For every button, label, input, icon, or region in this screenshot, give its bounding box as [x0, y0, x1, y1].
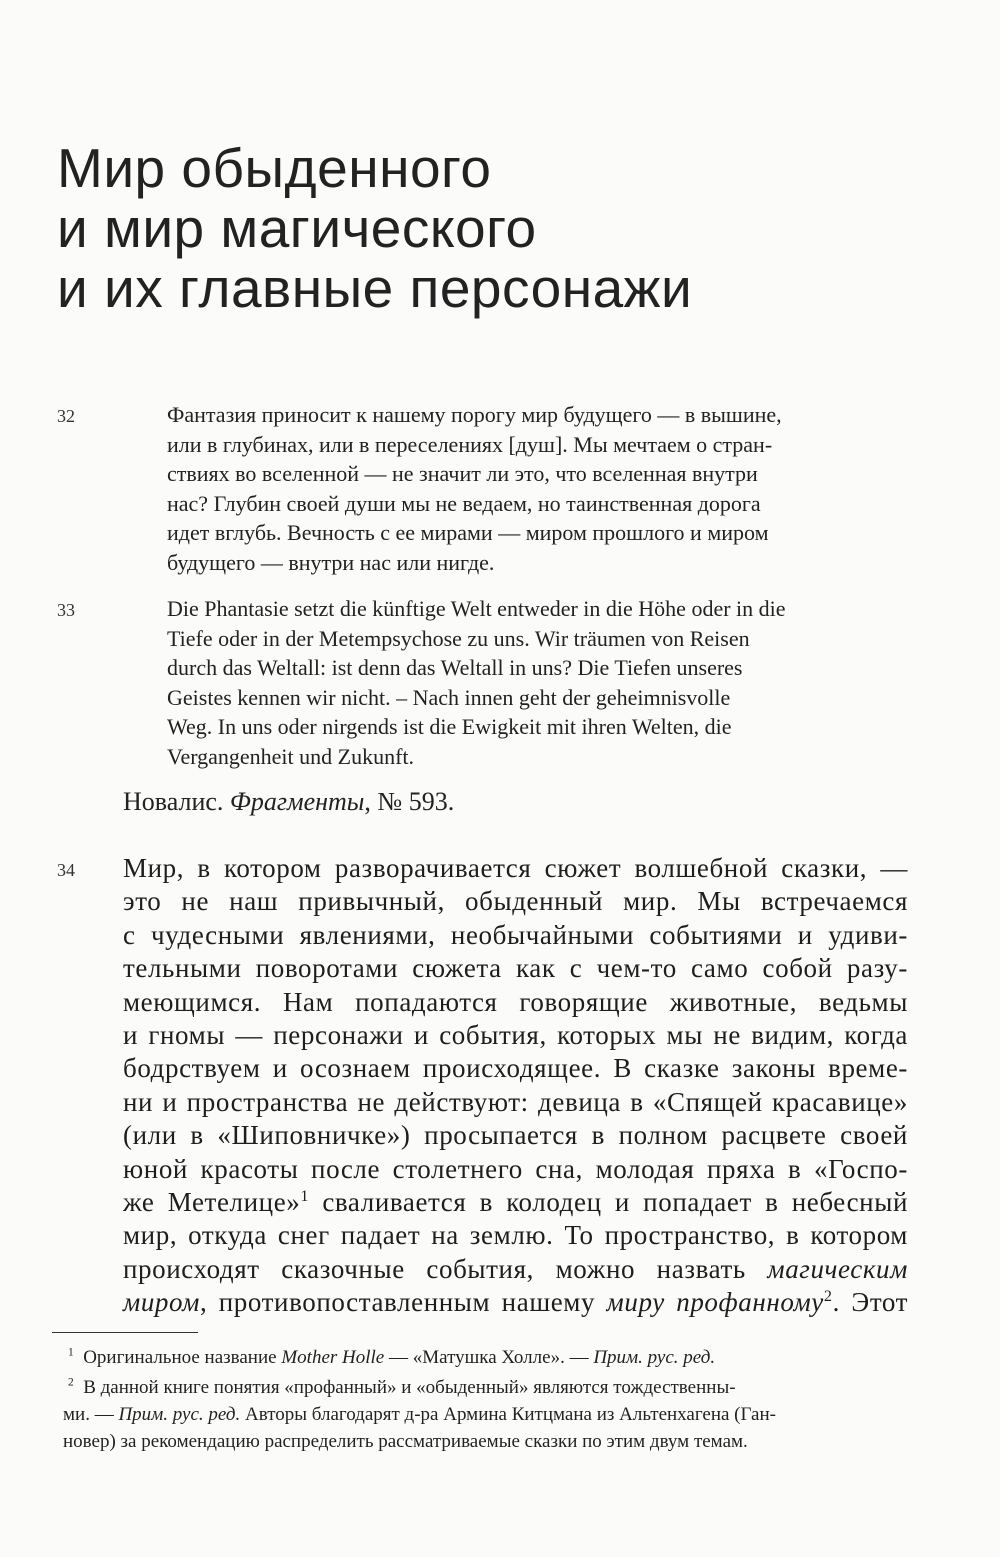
text-line: Vergangenheit und Zukunft.	[167, 743, 415, 769]
text-line	[68, 1344, 914, 1371]
text-line	[123, 1253, 908, 1286]
emphasis: миром	[123, 1287, 200, 1318]
footnote-1	[68, 1344, 914, 1371]
text-line: (или в «Шиповничке») просыпается в полном расцвете своей	[123, 1120, 908, 1151]
source-author: Новалис.	[123, 787, 224, 816]
text-fragment: же Метелице»	[123, 1187, 301, 1218]
quote-german	[167, 594, 867, 771]
emphasis: Прим. рус. ред.	[593, 1347, 716, 1368]
emphasis: миру профанному	[606, 1287, 824, 1318]
paragraph-number: 33	[57, 600, 75, 620]
quote-russian	[167, 400, 867, 577]
text-fragment: сваливается в колодец и попадает в небесный	[309, 1187, 908, 1218]
text-line: ствиях во вселенной — не значит ли это, что вселенная внутри	[167, 461, 758, 486]
title-line: Мир обыденного	[57, 137, 492, 199]
text-line: и гномы — персонажи и события, которых мы не видим, когда	[123, 1020, 908, 1051]
text-fragment: происходят сказочные события, можно назвать	[123, 1253, 768, 1284]
text-fragment: , противопоставленным нашему	[199, 1287, 607, 1318]
text-line	[63, 1401, 914, 1428]
text-fragment: — «Матушка Холле». —	[384, 1347, 594, 1368]
title-line: и мир магического	[57, 197, 537, 259]
text-fragment: ми. —	[63, 1404, 119, 1425]
emphasis: Mother Holle	[281, 1347, 385, 1368]
footnote-ref: 1	[300, 1187, 310, 1206]
text-line	[123, 1186, 908, 1219]
footnote-2	[63, 1374, 914, 1455]
text-fragment: Оригинальное название	[83, 1347, 282, 1368]
text-line: мир, откуда снег падает на землю. То пространство, в котором	[123, 1220, 908, 1251]
chapter-title	[57, 138, 692, 318]
text-line: новер) за рекомендацию распределить рассматриваемые сказки по этим двум темам.	[63, 1431, 748, 1452]
footnote-mark: 2	[68, 1376, 74, 1389]
paragraph-number: 34	[57, 860, 75, 880]
footnote-divider	[52, 1332, 198, 1333]
text-line: бодрствуем и осознаем происходящее. В сказке законы време-	[123, 1053, 908, 1084]
quote-source	[123, 787, 454, 817]
title-line: и их главные персонажи	[57, 257, 693, 319]
text-line: Weg. In uns oder nirgends ist die Ewigkeit mit ihren Welten, die	[167, 714, 732, 739]
footnote-ref: 2	[823, 1287, 833, 1306]
text-line	[68, 1374, 914, 1401]
text-line: или в глубинах, или в переселениях [душ]. Мы мечтаем о стран-	[167, 431, 773, 457]
text-line: юной красоты после столетнего сна, молодая пряха в «Госпо-	[123, 1153, 908, 1184]
text-line: меющимся. Нам попадаются говорящие животные, ведьмы	[123, 986, 908, 1017]
emphasis: магическим	[767, 1253, 908, 1284]
source-work: Фрагменты	[229, 787, 365, 816]
text-fragment: В данной книге понятия «профанный» и «обыденный» являются тождественны-	[83, 1377, 736, 1398]
text-line: идет вглубь. Вечность с ее мирами — миром прошлого и миром	[167, 520, 769, 545]
text-line: Tiefe oder in der Metempsychose zu uns. Wir träumen von Reisen	[167, 625, 750, 651]
text-line: Фантазия приносит к нашему порогу мир будущего — в вышине,	[167, 402, 782, 427]
body-paragraph	[123, 852, 908, 1320]
text-line: это не наш привычный, обыденный мир. Мы встречаемся	[123, 886, 908, 917]
text-line: Мир, в котором разворачивается сюжет волшебной сказки, —	[123, 853, 908, 883]
text-line: будущего — внутри нас или нигде.	[167, 549, 495, 575]
text-fragment: . Этот	[832, 1287, 909, 1318]
text-line: Geistes kennen wir nicht. – Nach innen geht der geheimnisvolle	[167, 684, 731, 710]
text-line	[123, 1286, 908, 1319]
text-line: нас? Глубин своей души мы не ведаем, но таинственная дорога	[167, 490, 761, 516]
text-line: с чудесными явлениями, необычайными событиями и удиви-	[123, 919, 908, 950]
paragraph-number: 32	[57, 406, 75, 426]
text-fragment: Авторы благодарят д-ра Армина Китцмана из Альтенхагена (Ган-	[240, 1404, 776, 1425]
emphasis: Прим. рус. ред.	[118, 1404, 241, 1425]
text-line: Die Phantasie setzt die künftige Welt entweder in die Höhe oder in die	[167, 596, 786, 621]
text-line: durch das Weltall: ist denn das Weltall in uns? Die Tiefen unseres	[167, 655, 743, 680]
text-line: ни и пространства не действуют: девица в «Спящей красавице»	[123, 1086, 908, 1117]
source-ref: , № 593.	[364, 787, 455, 816]
text-line: тельными поворотами сюжета как с чем-то само собой разу-	[123, 953, 908, 984]
footnote-mark: 1	[68, 1346, 74, 1359]
